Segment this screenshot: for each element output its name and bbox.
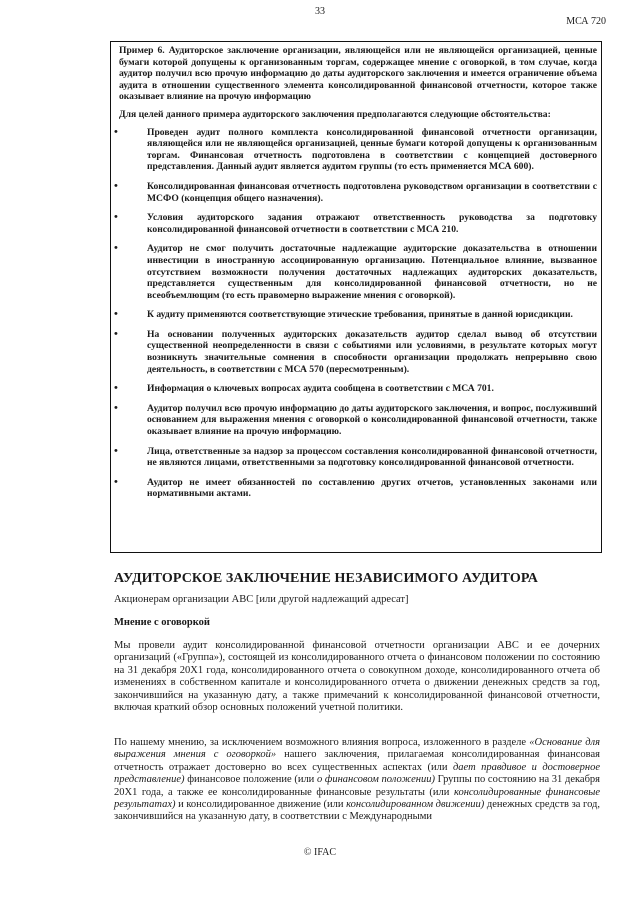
para2-italic: о финансовом положении)	[316, 774, 435, 786]
circumstance-item: • Условия аудиторского задания отражают ответственность руководства за подготовку консолидированной финансовой отчетности в соответствии с МСА 210.	[119, 212, 597, 235]
para2-text: Группы по состоянию на 31 декабря 20Х1 года, а также ее консолидированные финансовые результаты (или	[114, 774, 600, 798]
para2-italic: «Основание для выражения мнения с оговоркой»	[114, 737, 600, 761]
report-addressee: Акционерам организации АВС [или другой надлежащий адресат]	[114, 594, 409, 605]
circumstance-item: • Лица, ответственные за надзор за процессом составления консолидированной финансовой отчетности, не являются лицами, ответственными за подготовку консолидированной финансовой отчетности.	[119, 446, 597, 469]
circumstances-list	[119, 127, 597, 500]
circumstance-item: • Информация о ключевых вопросах аудита сообщена в соответствии с МСА 701.	[119, 383, 597, 395]
circumstance-item: • Аудитор не имеет обязанностей по составлению других отчетов, установленных законами или нормативными актами.	[119, 477, 597, 500]
para2-italic: дает правдивое и достоверное представление)	[114, 761, 601, 786]
example-box	[110, 41, 602, 553]
para2-italic: консолидированные финансовые результатах)	[114, 786, 600, 811]
example-intro: Для целей данного примера аудиторского заключения предполагаются следующие обстоятельства:	[119, 108, 551, 120]
circumstance-item: • Консолидированная финансовая отчетность подготовлена руководством организации в соответствии с МСФО (концепция общего назначения).	[119, 181, 597, 204]
para2-text: По нашему мнению, за исключением возможного влияния вопроса, изложенного в разделе	[114, 737, 530, 748]
standard-code: МСА 720	[566, 16, 606, 27]
circumstance-item: • На основании полученных аудиторских доказательств аудитор сделал вывод об отсутствии существенной неопределенности в связи с событиями или условиями, в результате которых могут возникнуть значительные сомнения в способности организации продолжать непрерывно свою деятельность, в соответствии с МСА 570 (пересмотренным).	[119, 329, 597, 375]
para2-text: нашего заключения, прилагаемая консолидированная финансовая отчетность отражает достоверно во всех существенных аспектах (или	[114, 749, 600, 773]
circumstance-item: • Аудитор не смог получить достаточные надлежащие аудиторские доказательства в отношении инвестиции в иностранную ассоциированную организацию. Потенциальное влияние, вызванное отсутствием возможности получения достаточных надлежащих аудиторских доказательств, представляется существенным для консолидированной финансовой отчетности, но не всеобъемлющим (то есть правомерно выражение мнения с оговоркой).	[119, 243, 597, 301]
footer-copyright: © IFAC	[303, 847, 337, 858]
para2-text: денежных средств за год, закончившийся на указанную дату, в соответствии с Международными	[114, 799, 601, 823]
para2-italic: консолидированном движении)	[346, 799, 485, 811]
opinion-heading: Мнение с оговоркой	[114, 617, 210, 628]
opinion-paragraph-1: Мы провели аудит консолидированной финансовой отчетности организации АВС и ее дочерних организаций («Группа»), состоящей из консолидированного отчета о финансовом положении по состоянию на 31 декабря 20Х1 года, консолидированного отчета о совокупном доходе, консолидированного отчета об изменениях в собственном капитале и консолидированного отчета о движении денежных средств за год, закончившийся на указанную дату, а также примечаний к консолидированной финансовой отчетности, включая краткий обзор основных положений учетной политики.	[114, 640, 600, 714]
circumstance-item: • Проведен аудит полного комплекта консолидированной финансовой отчетности организации, являющейся или не являющейся организацией, ценные бумаги которой допущены к организованным торгам. Финансовая отчетность подготовлена в соответствии с концепцией достоверного представления. Данный аудит является аудитом группы (то есть применяется МСА 600).	[119, 127, 597, 173]
report-heading: АУДИТОРСКОЕ ЗАКЛЮЧЕНИЕ НЕЗАВИСИМОГО АУДИТОРА	[114, 571, 538, 586]
circumstance-item: • К аудиту применяются соответствующие этические требования, принятые в данной юрисдикции.	[119, 309, 597, 321]
para2-text: и консолидированное движение (или	[175, 799, 347, 811]
circumstance-item: • Аудитор получил всю прочую информацию до даты аудиторского заключения, и вопрос, послуживший основанием для выражения мнения с оговоркой о консолидированной финансовой отчетности, также оказывает влияние на прочую информацию.	[119, 403, 597, 438]
page-number: 33	[315, 6, 325, 17]
para2-text: финансовое положение (или	[184, 774, 317, 786]
opinion-paragraph-2	[114, 737, 600, 824]
example-title: Пример 6. Аудиторское заключение организации, являющейся или не являющейся организацией, ценные бумаги которой допущены к организованным торгам, содержащее мнение с оговоркой, в том случае, когда аудитор получил всю прочую информацию до даты аудиторского заключения и имеется ограничение объема аудита в отношении существенного элемента консолидированной финансовой отчетности, которое также оказывает влияние на прочую информацию	[119, 45, 597, 103]
